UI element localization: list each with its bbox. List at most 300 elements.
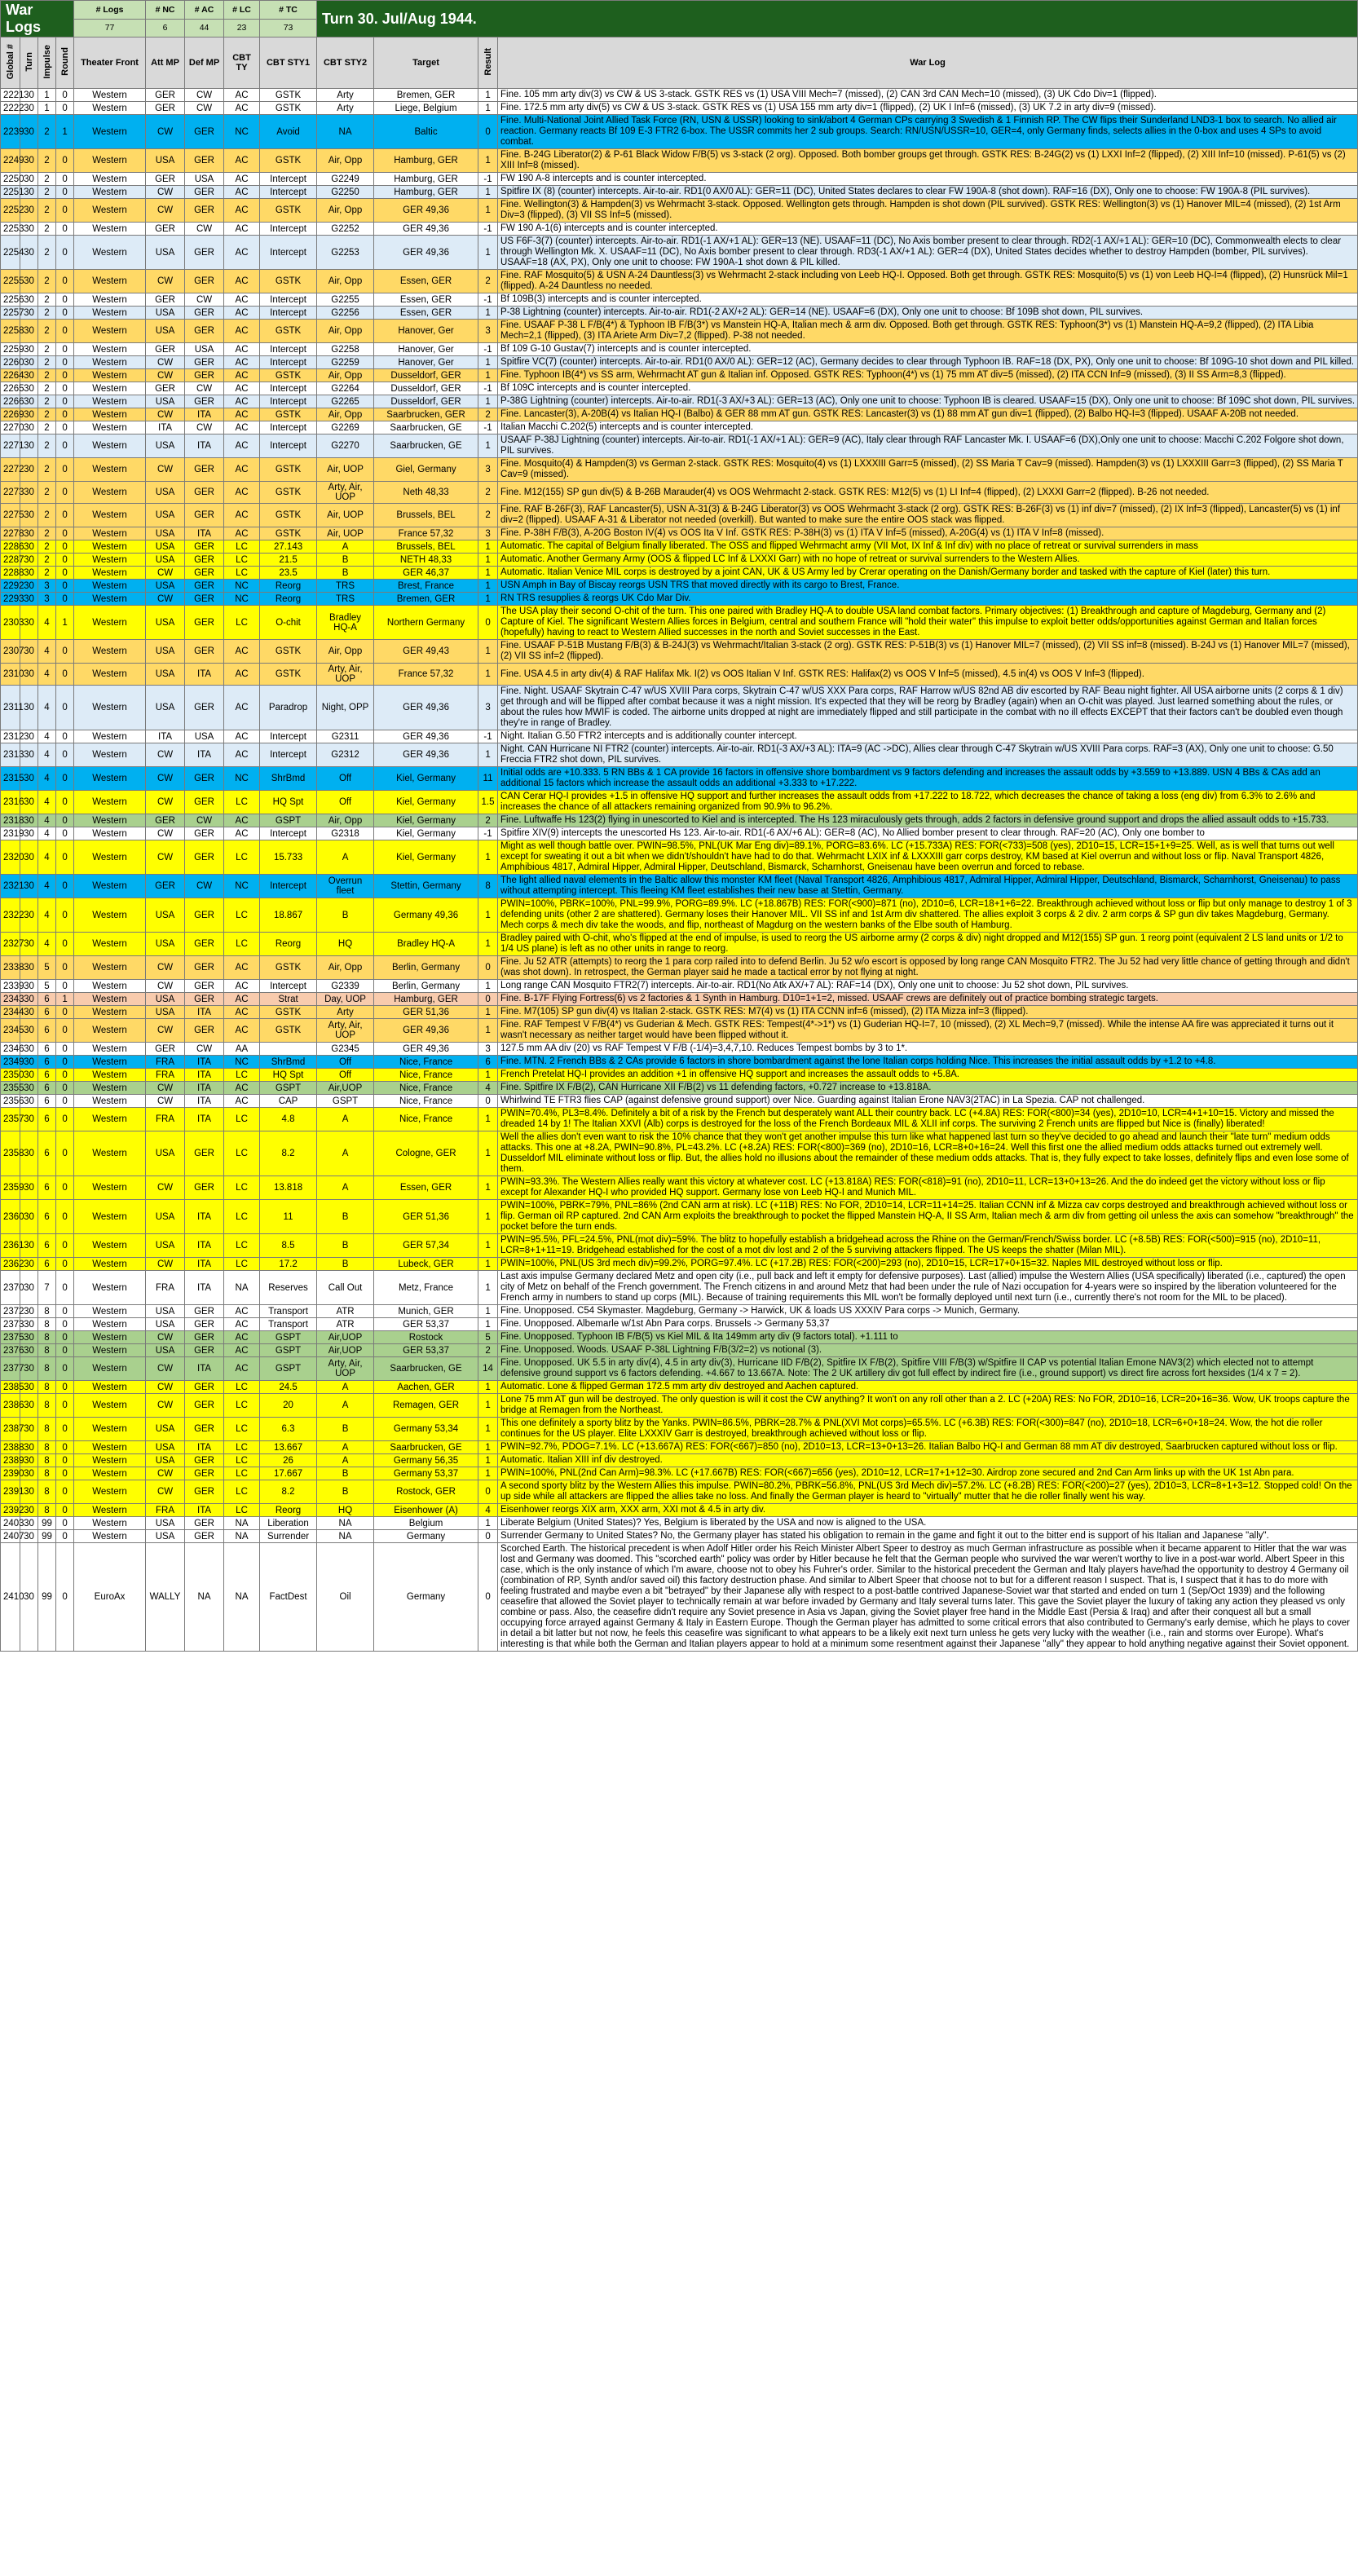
combat-subtype-1: Reorg bbox=[260, 580, 317, 593]
combat-subtype-1: 15.733 bbox=[260, 840, 317, 875]
theater-front: Western bbox=[74, 395, 146, 408]
combat-subtype-1: GSTK bbox=[260, 527, 317, 540]
round: 0 bbox=[56, 1530, 74, 1543]
combat-type: AC bbox=[224, 640, 260, 664]
war-log-entry: PWIN=100%, PBRK=100%, PNL=99.9%, PORG=89.9%. LC (+18.867B) RES: FOR(<900)=871 (no), 2D10=6, LCR=18+1+6=22. Breakthrough achieved without loss or flip but only manage to destroy 1 of 3 defending units (other 2 are shattered). Germany loses their Hanover MIL. VII SS inf and 1st Arm div shattered. The allies exploit 3 corps & 2 div. 2 arm corps & SP gun div takes Magdeburg, Germany. Mech corps & mech div take the woods, and flip, northeast of Magdurg on the western banks of the Elbe south of Hamburg. bbox=[498, 898, 1358, 933]
war-log-entry: Fine. Typhoon IB(4*) vs SS arm, Wehrmacht AT gun & Italian inf. Opposed. GSTK RES: Typhoon(4*) vs (1) 75 mm AT div=5 (missed), (2) ITA CCN Inf=9 (missed), (3) II SS Arm=8,3 (flipped). bbox=[498, 369, 1358, 382]
round: 1 bbox=[56, 993, 74, 1006]
attacker-mp: USA bbox=[146, 540, 185, 554]
combat-subtype-1: Intercept bbox=[260, 827, 317, 840]
combat-type: NA bbox=[224, 1517, 260, 1530]
column-header: Def MP bbox=[185, 37, 224, 89]
war-log-entry: A second sporty blitz by the Western Allies this impulse. PWIN=80.2%, PBRK=56.8%, PNL(US 3rd Mech div)=57.2%. LC (+8.2B) RES: FOR(<200)=27 (yes), 2D10=3, LCR=8+1+3=12. Stopped cold! On the up side while all attackers are flipped the allies take no loss. And finally the German player is heard to "virtually" mutter that he die roller finally went his way. bbox=[498, 1480, 1358, 1504]
round: 0 bbox=[56, 730, 74, 743]
war-log-entry: Fine. Wellington(3) & Hampden(3) vs Wehrmacht 3-stack. Opposed. Wellington gets through. Hampden is shot down (PIL survived). GSTK RES: Wellington(3) vs (1) Hanover MIL=4 (missed), (2) 1st Arm Div=3 (flipped), (3) VII SS Inf=5 (missed). bbox=[498, 199, 1358, 223]
table-row bbox=[1, 343, 1358, 356]
target: GER 51,36 bbox=[374, 1006, 478, 1019]
turn: 30 bbox=[20, 686, 38, 730]
war-log-entry: Fine. USA 4.5 in arty div(4) & RAF Halifax Mk. I(2) vs OOS Italian V Inf. GSTK RES: Halifax(2) vs OOS V Inf=5 (missed), 4.5 in(4) vs OOS V Inf=3 (flipped). bbox=[498, 664, 1358, 686]
result: 1 bbox=[478, 840, 498, 875]
war-log-entry: Spitfire IX (8) (counter) intercepts. Air-to-air. RD1(0 AX/0 AL): GER=11 (DC), United States declares to clear FW 190A-8 (shot down). RAF=16 (DX), Only one to choose: FW 190A-8 (PIL survives). bbox=[498, 186, 1358, 199]
combat-subtype-2: Day, UOP bbox=[317, 993, 374, 1006]
combat-type: AC bbox=[224, 408, 260, 421]
theater-front: Western bbox=[74, 1082, 146, 1095]
turn: 30 bbox=[20, 320, 38, 343]
table-row bbox=[1, 840, 1358, 875]
target: Essen, GER bbox=[374, 293, 478, 307]
attacker-mp: GER bbox=[146, 223, 185, 236]
impulse: 7 bbox=[38, 1271, 56, 1305]
impulse: 8 bbox=[38, 1394, 56, 1418]
global-number: 2357 bbox=[1, 1108, 20, 1131]
combat-subtype-2: Off bbox=[317, 791, 374, 814]
attacker-mp: WALLY bbox=[146, 1543, 185, 1652]
defender-mp: CW bbox=[185, 1043, 224, 1056]
defender-mp: GER bbox=[185, 458, 224, 482]
combat-type: AC bbox=[224, 320, 260, 343]
round: 0 bbox=[56, 767, 74, 791]
combat-subtype-2: A bbox=[317, 840, 374, 875]
theater-front: Western bbox=[74, 1357, 146, 1381]
combat-subtype-2: A bbox=[317, 1454, 374, 1467]
round: 0 bbox=[56, 1258, 74, 1271]
result: 1 bbox=[478, 1234, 498, 1258]
combat-subtype-1: HQ Spt bbox=[260, 1069, 317, 1082]
combat-type: LC bbox=[224, 606, 260, 640]
war-log-entry: Bf 109B(3) intercepts and is counter intercepted. bbox=[498, 293, 1358, 307]
impulse: 2 bbox=[38, 395, 56, 408]
turn: 30 bbox=[20, 236, 38, 270]
defender-mp: ITA bbox=[185, 434, 224, 458]
combat-subtype-2: B bbox=[317, 1418, 374, 1441]
attacker-mp: USA bbox=[146, 640, 185, 664]
impulse: 2 bbox=[38, 369, 56, 382]
combat-type: NC bbox=[224, 1056, 260, 1069]
combat-type: LC bbox=[224, 1069, 260, 1082]
turn: 30 bbox=[20, 343, 38, 356]
combat-type: AC bbox=[224, 89, 260, 102]
combat-subtype-1: 26 bbox=[260, 1454, 317, 1467]
theater-front: Western bbox=[74, 1006, 146, 1019]
result: 1 bbox=[478, 1517, 498, 1530]
impulse: 6 bbox=[38, 1176, 56, 1200]
turn: 30 bbox=[20, 593, 38, 606]
attacker-mp: GER bbox=[146, 173, 185, 186]
counter-label: # TC bbox=[260, 1, 317, 20]
counter-value: 73 bbox=[260, 19, 317, 37]
defender-mp: GER bbox=[185, 236, 224, 270]
defender-mp: GER bbox=[185, 686, 224, 730]
attacker-mp: CW bbox=[146, 1258, 185, 1271]
counter-value: 44 bbox=[185, 19, 224, 37]
theater-front: EuroAx bbox=[74, 1543, 146, 1652]
global-number: 2264 bbox=[1, 369, 20, 382]
impulse: 4 bbox=[38, 730, 56, 743]
combat-subtype-2: B bbox=[317, 1200, 374, 1234]
war-log-entry: USN Amph in Bay of Biscay reorgs USN TRS that moved directly with its cargo to Brest, France. bbox=[498, 580, 1358, 593]
attacker-mp: CW bbox=[146, 791, 185, 814]
column-header: Target bbox=[374, 37, 478, 89]
defender-mp: GER bbox=[185, 115, 224, 149]
table-row bbox=[1, 956, 1358, 980]
attacker-mp: CW bbox=[146, 1019, 185, 1043]
combat-subtype-2: G2265 bbox=[317, 395, 374, 408]
combat-type: AC bbox=[224, 270, 260, 293]
impulse: 6 bbox=[38, 1200, 56, 1234]
war-log-entry: RN TRS resupplies & reorgs UK Cdo Mar Div. bbox=[498, 593, 1358, 606]
theater-front: Western bbox=[74, 421, 146, 434]
turn: 30 bbox=[20, 606, 38, 640]
global-number: 2358 bbox=[1, 1131, 20, 1176]
target: GER 53,37 bbox=[374, 1344, 478, 1357]
combat-type: AC bbox=[224, 1019, 260, 1043]
combat-type: AC bbox=[224, 993, 260, 1006]
global-number: 2315 bbox=[1, 767, 20, 791]
table-row bbox=[1, 980, 1358, 993]
column-header: Theater Front bbox=[74, 37, 146, 89]
turn: 30 bbox=[20, 1517, 38, 1530]
combat-subtype-1: GSTK bbox=[260, 270, 317, 293]
target: Rostock bbox=[374, 1331, 478, 1344]
result: 2 bbox=[478, 482, 498, 504]
target: GER 49,36 bbox=[374, 743, 478, 767]
table-row bbox=[1, 1381, 1358, 1394]
war-log-entry: Fine. Multi-National Joint Allied Task Force (RN, USN & USSR) looking to sink/abort 4 German CPs carrying 3 Swedish & 1 Finnish RP. The CW flips their Sunderland LND3-1 box to search. No allied air reaction. Germany reacts Bf 109 E-3 FTR2 6-box. The USSR commits her 2 sub groups. Search: RN/USN/USSR=10, GER=4, only Germany finds, selects allies in the 0-box and uses 4 SPs to avoid combat. bbox=[498, 115, 1358, 149]
round: 0 bbox=[56, 1095, 74, 1108]
impulse: 2 bbox=[38, 527, 56, 540]
turn: 30 bbox=[20, 458, 38, 482]
war-log-entry: Initial odds are +10.333. 5 RN BBs & 1 CA provide 16 factors in offensive shore bombardment vs 9 factors defending and increases the assault odds by +3.559 to +13.889. USN 4 BBs & CAs add an additional 15 factors which increase the assault odds an additional +3.333 to +17.222. bbox=[498, 767, 1358, 791]
result: 0 bbox=[478, 993, 498, 1006]
theater-front: Western bbox=[74, 527, 146, 540]
war-log-entry: Surrender Germany to United States? No, the Germany player has stated his obligation to remain in the game and fight it out to the bitter end is support of his Italian and Japanese "ally". bbox=[498, 1530, 1358, 1543]
result: 1 bbox=[478, 1108, 498, 1131]
war-log-entry: Bf 109C intercepts and is counter intercepted. bbox=[498, 382, 1358, 395]
round: 0 bbox=[56, 791, 74, 814]
turn: 30 bbox=[20, 956, 38, 980]
attacker-mp: CW bbox=[146, 270, 185, 293]
war-log-entry: 127.5 mm AA div (20) vs RAF Tempest V F/B (-1/4)=3,4,7,10. Reduces Tempest bombs by 3 to 1*. bbox=[498, 1043, 1358, 1056]
global-number: 2391 bbox=[1, 1480, 20, 1504]
combat-type: LC bbox=[224, 554, 260, 567]
defender-mp: GER bbox=[185, 307, 224, 320]
impulse: 2 bbox=[38, 223, 56, 236]
theater-front: Western bbox=[74, 115, 146, 149]
table-row bbox=[1, 102, 1358, 115]
round: 0 bbox=[56, 898, 74, 933]
table-row bbox=[1, 186, 1358, 199]
combat-subtype-2: A bbox=[317, 1441, 374, 1454]
global-number: 2311 bbox=[1, 686, 20, 730]
combat-subtype-1: Intercept bbox=[260, 743, 317, 767]
war-log-entry: Night. CAN Hurricane NI FTR2 (counter) intercepts. Air-to-air. RD1(-3 AX/+3 AL): ITA=9 (AC ->DC), Allies clear through C-47 Skytrain w/US XVIII Para corps. RAF=3 (AX), Only one unit to choose: G.50 Freccia FTR2 shot down, PIL survives. bbox=[498, 743, 1358, 767]
target: Nice, France bbox=[374, 1069, 478, 1082]
round: 0 bbox=[56, 1108, 74, 1131]
turn: 30 bbox=[20, 1043, 38, 1056]
counter-value: 77 bbox=[74, 19, 146, 37]
target: Munich, GER bbox=[374, 1305, 478, 1318]
round: 0 bbox=[56, 1305, 74, 1318]
theater-front: Western bbox=[74, 980, 146, 993]
combat-subtype-2: G2250 bbox=[317, 186, 374, 199]
theater-front: Western bbox=[74, 293, 146, 307]
combat-type: LC bbox=[224, 1381, 260, 1394]
result: 1 bbox=[478, 1019, 498, 1043]
round: 1 bbox=[56, 606, 74, 640]
war-log-entry: USAAF P-38J Lightning (counter) intercepts. Air-to-air. RD1(-1 AX/+1 AL): GER=9 (AC), Italy clear through RAF Lancaster Mk. I. USAAF=6 (DX),Only one unit to choose: Macchi C.202 Folgore shot down, PIL survives. bbox=[498, 434, 1358, 458]
impulse: 8 bbox=[38, 1381, 56, 1394]
theater-front: Western bbox=[74, 1019, 146, 1043]
theater-front: Western bbox=[74, 1069, 146, 1082]
target: Northern Germany bbox=[374, 606, 478, 640]
attacker-mp: CW bbox=[146, 115, 185, 149]
result: 1 bbox=[478, 640, 498, 664]
result: 1 bbox=[478, 1394, 498, 1418]
combat-subtype-2: Bradley HQ-A bbox=[317, 606, 374, 640]
defender-mp: ITA bbox=[185, 1006, 224, 1019]
table-row bbox=[1, 89, 1358, 102]
war-log-entry: Fine. Lancaster(3), A-20B(4) vs Italian HQ-I (Balbo) & GER 88 mm AT gun. GSTK RES: Lancaster(3) vs (1) 88 mm AT gun div=1 (flipped), (2) Balbo HQ-I=3 (flipped). USAAF A-20B not needed. bbox=[498, 408, 1358, 421]
global-number: 2269 bbox=[1, 408, 20, 421]
global-number: 2403 bbox=[1, 1517, 20, 1530]
attacker-mp: USA bbox=[146, 1418, 185, 1441]
round: 0 bbox=[56, 664, 74, 686]
combat-type: AC bbox=[224, 504, 260, 527]
result: 0 bbox=[478, 115, 498, 149]
combat-type: LC bbox=[224, 1176, 260, 1200]
combat-subtype-1: 18.867 bbox=[260, 898, 317, 933]
result: 2 bbox=[478, 814, 498, 827]
theater-front: Western bbox=[74, 458, 146, 482]
result: 0 bbox=[478, 1480, 498, 1504]
war-log-entry: Automatic. Another Germany Army (OOS & flipped LC Inf & LXXXI Garr) with no hope of retreat or survival surrenders to the Western Allies. bbox=[498, 554, 1358, 567]
global-number: 2360 bbox=[1, 1200, 20, 1234]
attacker-mp: USA bbox=[146, 482, 185, 504]
global-number: 2257 bbox=[1, 307, 20, 320]
global-number: 2312 bbox=[1, 730, 20, 743]
combat-subtype-1: 27.143 bbox=[260, 540, 317, 554]
combat-type: AC bbox=[224, 1095, 260, 1108]
defender-mp: GER bbox=[185, 840, 224, 875]
combat-type: LC bbox=[224, 933, 260, 956]
turn: 30 bbox=[20, 791, 38, 814]
turn: 30 bbox=[20, 1543, 38, 1652]
target: Saarbrucken, GE bbox=[374, 1357, 478, 1381]
defender-mp: GER bbox=[185, 606, 224, 640]
global-number: 2339 bbox=[1, 980, 20, 993]
turn: 30 bbox=[20, 1258, 38, 1271]
impulse: 4 bbox=[38, 791, 56, 814]
turn: 30 bbox=[20, 1454, 38, 1467]
turn: 30 bbox=[20, 421, 38, 434]
turn: 30 bbox=[20, 149, 38, 173]
result: 2 bbox=[478, 504, 498, 527]
impulse: 3 bbox=[38, 593, 56, 606]
global-number: 2389 bbox=[1, 1454, 20, 1467]
round: 0 bbox=[56, 1418, 74, 1441]
target: GER 49,36 bbox=[374, 236, 478, 270]
combat-subtype-1: Intercept bbox=[260, 980, 317, 993]
combat-type: AC bbox=[224, 395, 260, 408]
defender-mp: GER bbox=[185, 369, 224, 382]
global-number: 2387 bbox=[1, 1418, 20, 1441]
defender-mp: USA bbox=[185, 173, 224, 186]
combat-type: LC bbox=[224, 1480, 260, 1504]
war-log-entry: Eisenhower reorgs XIX arm, XXX arm, XXI mot & 4.5 in arty div. bbox=[498, 1504, 1358, 1517]
result: 1 bbox=[478, 1381, 498, 1394]
impulse: 99 bbox=[38, 1517, 56, 1530]
combat-subtype-2: HQ bbox=[317, 1504, 374, 1517]
target: Kiel, Germany bbox=[374, 840, 478, 875]
theater-front: Western bbox=[74, 1056, 146, 1069]
combat-subtype-1: GSPT bbox=[260, 814, 317, 827]
global-number: 2287 bbox=[1, 554, 20, 567]
table-row bbox=[1, 223, 1358, 236]
war-log-entry: Fine. B-24G Liberator(2) & P-61 Black Widow F/B(5) vs 3-stack (2 org). Opposed. Both bomber groups get through. GSTK RES: B-24G(2) vs (1) LXXI Inf=2 (flipped), (2) XIII Inf=10 (missed). P-61(5) vs (2) XIII Inf=8 (missed). bbox=[498, 149, 1358, 173]
combat-subtype-1: Paradrop bbox=[260, 686, 317, 730]
theater-front: Western bbox=[74, 236, 146, 270]
impulse: 99 bbox=[38, 1530, 56, 1543]
defender-mp: ITA bbox=[185, 408, 224, 421]
result: 1 bbox=[478, 1258, 498, 1271]
combat-subtype-2: Arty, Air, UOP bbox=[317, 1019, 374, 1043]
global-number: 2293 bbox=[1, 593, 20, 606]
defender-mp: GER bbox=[185, 199, 224, 223]
combat-subtype-2: G2249 bbox=[317, 173, 374, 186]
round: 0 bbox=[56, 1480, 74, 1504]
defender-mp: CW bbox=[185, 382, 224, 395]
target: Dusseldorf, GER bbox=[374, 395, 478, 408]
turn: 30 bbox=[20, 115, 38, 149]
round: 0 bbox=[56, 1200, 74, 1234]
table-row bbox=[1, 1234, 1358, 1258]
defender-mp: GER bbox=[185, 504, 224, 527]
result: 1 bbox=[478, 356, 498, 369]
theater-front: Western bbox=[74, 504, 146, 527]
table-row bbox=[1, 1331, 1358, 1344]
target: Saarbrucken, GE bbox=[374, 421, 478, 434]
target: Nice, France bbox=[374, 1056, 478, 1069]
combat-type: LC bbox=[224, 1441, 260, 1454]
combat-subtype-1: GSTK bbox=[260, 482, 317, 504]
combat-type: AC bbox=[224, 356, 260, 369]
table-row bbox=[1, 567, 1358, 580]
target: Germany 49,36 bbox=[374, 898, 478, 933]
combat-subtype-2: B bbox=[317, 898, 374, 933]
round: 0 bbox=[56, 1504, 74, 1517]
combat-subtype-1: 4.8 bbox=[260, 1108, 317, 1131]
global-number: 2343 bbox=[1, 993, 20, 1006]
result: 0 bbox=[478, 956, 498, 980]
theater-front: Western bbox=[74, 1394, 146, 1418]
theater-front: Western bbox=[74, 149, 146, 173]
table-row bbox=[1, 482, 1358, 504]
attacker-mp: FRA bbox=[146, 1504, 185, 1517]
war-log-entry: FW 190 A-8 intercepts and is counter intercepted. bbox=[498, 173, 1358, 186]
impulse: 8 bbox=[38, 1441, 56, 1454]
war-log-entry: Whirlwind TE FTR3 flies CAP (against defensive ground support) over Nice. Guarding against Italian Erone NAV3(2TAC) in La Spezia. CAP not challenged. bbox=[498, 1095, 1358, 1108]
combat-subtype-2: ATR bbox=[317, 1305, 374, 1318]
combat-subtype-1: 13.818 bbox=[260, 1176, 317, 1200]
attacker-mp: CW bbox=[146, 1467, 185, 1480]
combat-type: NA bbox=[224, 1271, 260, 1305]
defender-mp: GER bbox=[185, 567, 224, 580]
global-number: 2362 bbox=[1, 1258, 20, 1271]
attacker-mp: USA bbox=[146, 434, 185, 458]
turn: 30 bbox=[20, 1176, 38, 1200]
global-number: 2258 bbox=[1, 320, 20, 343]
global-number: 2316 bbox=[1, 791, 20, 814]
combat-type: AC bbox=[224, 482, 260, 504]
attacker-mp: CW bbox=[146, 1381, 185, 1394]
round: 0 bbox=[56, 1331, 74, 1344]
round: 0 bbox=[56, 1517, 74, 1530]
combat-subtype-1: GSTK bbox=[260, 149, 317, 173]
round: 0 bbox=[56, 458, 74, 482]
impulse: 2 bbox=[38, 199, 56, 223]
combat-subtype-1: GSPT bbox=[260, 1331, 317, 1344]
target: Saarbrucken, GE bbox=[374, 434, 478, 458]
turn: 30 bbox=[20, 1305, 38, 1318]
attacker-mp: GER bbox=[146, 382, 185, 395]
combat-type: AC bbox=[224, 458, 260, 482]
target: GER 49,36 bbox=[374, 730, 478, 743]
round: 0 bbox=[56, 1043, 74, 1056]
turn: 30 bbox=[20, 1234, 38, 1258]
combat-subtype-1: Liberation bbox=[260, 1517, 317, 1530]
combat-type: LC bbox=[224, 540, 260, 554]
combat-type: LC bbox=[224, 567, 260, 580]
combat-subtype-1: Intercept bbox=[260, 236, 317, 270]
combat-subtype-2: Air, Opp bbox=[317, 956, 374, 980]
target: GER 49,36 bbox=[374, 1043, 478, 1056]
theater-front: Western bbox=[74, 1418, 146, 1441]
impulse: 2 bbox=[38, 149, 56, 173]
defender-mp: ITA bbox=[185, 1200, 224, 1234]
result: 0 bbox=[478, 1543, 498, 1652]
turn: 30 bbox=[20, 1095, 38, 1108]
table-row bbox=[1, 1200, 1358, 1234]
result: 14 bbox=[478, 1357, 498, 1381]
turn: 30 bbox=[20, 1108, 38, 1131]
defender-mp: GER bbox=[185, 1176, 224, 1200]
turn: 30 bbox=[20, 664, 38, 686]
table-row bbox=[1, 173, 1358, 186]
table-row bbox=[1, 320, 1358, 343]
table-row bbox=[1, 149, 1358, 173]
war-log-entry: Fine. Unopposed. Albemarle w/1st Abn Para corps. Brussels -> Germany 53,37 bbox=[498, 1318, 1358, 1331]
combat-subtype-2: GSPT bbox=[317, 1095, 374, 1108]
war-log-entry: Fine. 105 mm arty div(3) vs CW & US 3-stack. GSTK RES vs (1) USA VIII Mech=7 (missed), (2) CAN 3rd CAN Mech=10 (missed), (3) UK Cdo Div=1 (flipped). bbox=[498, 89, 1358, 102]
combat-subtype-2: NA bbox=[317, 1530, 374, 1543]
round: 0 bbox=[56, 814, 74, 827]
impulse: 6 bbox=[38, 1258, 56, 1271]
defender-mp: GER bbox=[185, 1019, 224, 1043]
theater-front: Western bbox=[74, 102, 146, 115]
attacker-mp: USA bbox=[146, 1200, 185, 1234]
theater-front: Western bbox=[74, 1318, 146, 1331]
combat-type: LC bbox=[224, 898, 260, 933]
defender-mp: GER bbox=[185, 1467, 224, 1480]
defender-mp: CW bbox=[185, 875, 224, 898]
war-log-entry: US F6F-3(7) (counter) intercepts. Air-to-air. RD1(-1 AX/+1 AL): GER=13 (NE). USAAF=11 (DC), No Axis bomber present to clear through. RD2(-1 AX/+1 AL): GER=10 (DC), Commonwealth elects to clear through Wellington Mk. X. USAAF=11 (DC), No Axis bomber present to clear through. RD3(-1 AX/+1 AL): GER=4 (DX), United States decides whether to destroy Hampden (bomber, PIL survives). USAAF=18 (AX, PX), Only one unit to choose: FW 190A-1 shot down & PIL killed. bbox=[498, 236, 1358, 270]
combat-type: AC bbox=[224, 102, 260, 115]
table-row bbox=[1, 814, 1358, 827]
combat-subtype-2: Air, Opp bbox=[317, 408, 374, 421]
theater-front: Western bbox=[74, 1176, 146, 1200]
combat-subtype-2: Air, Opp bbox=[317, 199, 374, 223]
result: 1 bbox=[478, 1271, 498, 1305]
